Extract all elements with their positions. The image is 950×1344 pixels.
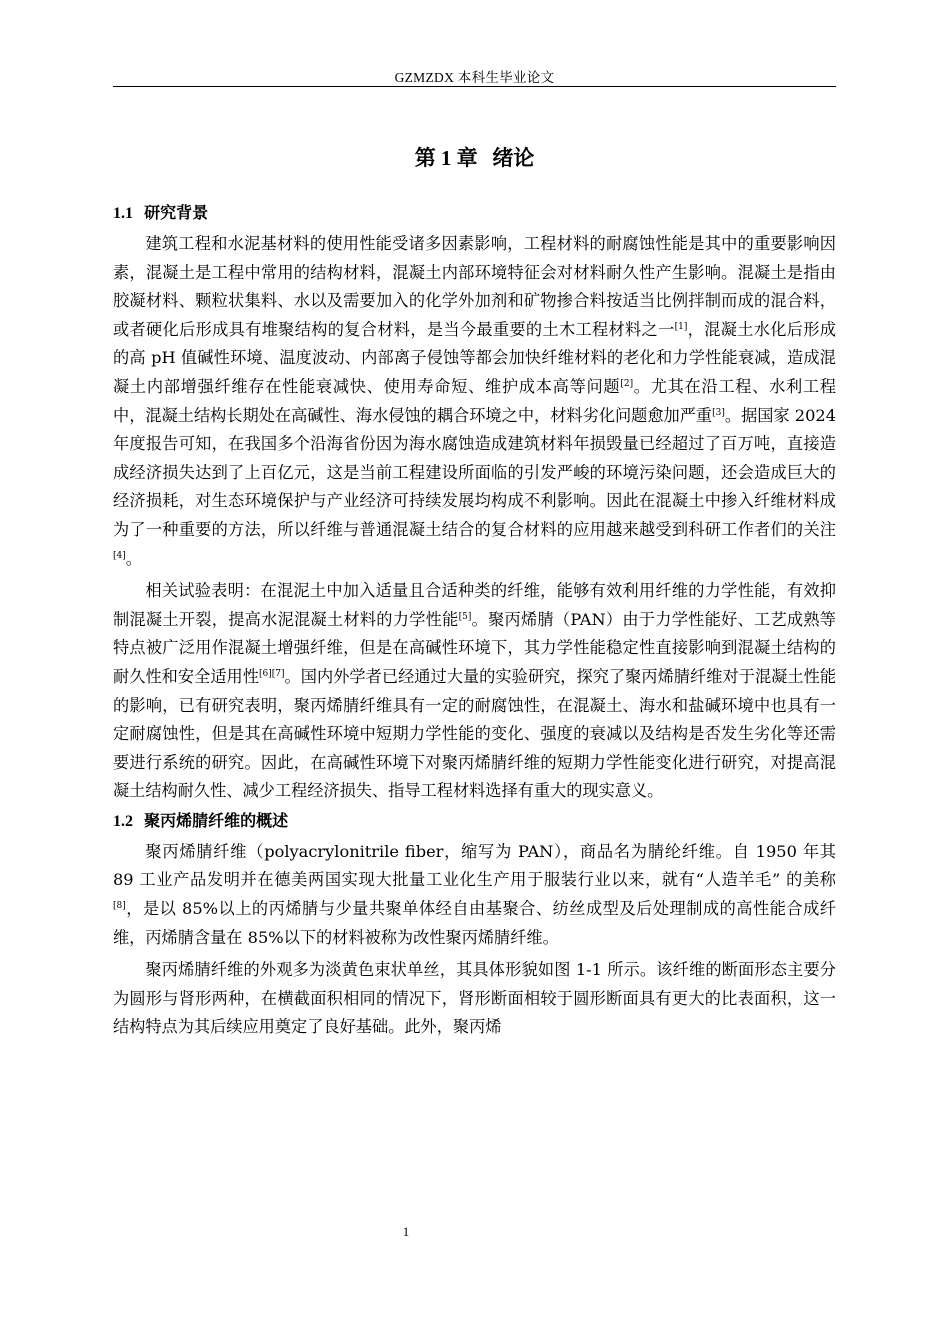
page-number: 1 <box>402 1224 410 1239</box>
section-title: 研究背景 <box>144 203 209 222</box>
section-heading-1-2 <box>113 808 836 835</box>
body-text <box>113 200 836 1042</box>
paragraph-text: 聚丙烯腈纤维（polyacrylonitrile fiber，缩写为 PAN），商品名为腈纶纤维。自 1950 年其 89 工业产品发明并在德美两国实现大批量工业化生产用于服装行业以来，就有“人造羊毛” 的美称 <box>113 841 836 890</box>
citation-ref: [4] <box>113 550 126 561</box>
citation-ref: [2] <box>620 378 634 389</box>
paragraph-text: ，混凝土水化后形成的高 pH 值碱性环境、温度波动、内部离子侵蚀等都会加快纤维材料的老化和力学性能衰减，造成混凝土内部增强纤维存在性能衰减快、使用寿命短、维护成本高等问题 <box>113 319 837 396</box>
citation-ref: [6][7] <box>259 668 285 679</box>
header-rule <box>113 86 836 87</box>
paragraph-text: 。国内外学者已经通过大量的实验研究，探究了聚丙烯腈纤维对于混凝土性能的影响，已有研究表明，聚丙烯腈纤维具有一定的耐腐蚀性，在混凝土、海水和盐碱环境中也具有一定耐腐蚀性，但是其在高碱性环境中短期力学性能的变化、强度的衰减以及结构是否发生劣化等还需要进行系统的研究。因此，在高碱性环境下对聚丙烯腈纤维的短期力学性能变化进行研究，对提高混凝土结构耐久性、减少工程经济损失、指导工程材料选择有重大的现实意义。 <box>113 666 837 801</box>
section-heading-1-1 <box>113 200 836 227</box>
citation-ref: [3] <box>712 407 725 418</box>
paragraph-text: ，是以 85%以上的丙烯腈与少量共聚单体经自由基聚合、纺丝成型及后处理制成的高性能合成纤维，丙烯腈含量在 85%以下的材料被称为改性聚丙烯腈纤维。 <box>113 899 836 947</box>
chapter-title <box>113 142 836 172</box>
paragraph-text: 建筑工程和水泥基材料的使用性能受诸多因素影响，工程材料的耐腐蚀性能是其中的重要影响因素，混凝土是工程中常用的结构材料，混凝土内部环境特征会对材料耐久性产生影响。混凝土是指由胶凝材料、颗粒状集料、水以及需要加入的化学外加剂和矿物掺合料按适当比例拌制而成的混合料，或者硬化后形成具有堆聚结构的复合材料，是当今最重要的土木工程材料之一 <box>113 234 836 339</box>
paragraph <box>113 838 836 952</box>
section-number: 1.1 <box>113 205 133 222</box>
paragraph-text: 。 <box>125 548 142 568</box>
paragraph-text: 相关试验表明：在混泥土中加入适量且合适种类的纤维，能够有效利用纤维的力学性能，有效抑制混凝土开裂，提高水泥混凝土材料的力学性能 <box>113 581 836 629</box>
chapter-number: 第 1 章 <box>414 146 478 170</box>
paragraph-text: 聚丙烯腈纤维的外观多为淡黄色束状单丝，其具体形貌如图 1-1 所示。该纤维的断面形态主要分为圆形与肾形两种，在横截面积相同的情况下，肾形断面相较于圆形断面具有更大的比表面积，这一结构特点为其后续应用奠定了良好基础。此外，聚丙烯 <box>113 960 836 1037</box>
section-number: 1.2 <box>113 812 133 830</box>
paragraph-text: 。尤其在沿工程、水利工程中，混凝土结构长期处在高碱性、海水侵蚀的耦合环境之中，材料劣化问题愈加严重 <box>113 376 837 425</box>
paragraph <box>113 956 836 1042</box>
paragraph-text: 。据国家 2024 年度报告可知，在我国多个沿海省份因为海水腐蚀造成建筑材料年损毁量已经超过了百万吨，直接造成经济损失达到了上百亿元，这是当前工程建设所面临的引发严峻的环境污染问题，还会造成巨大的经济损耗，对生态环境保护与产业经济可持续发展均构成不利影响。因此在混凝土中掺入纤维材料成为了一种重要的方法，所以纤维与普通混凝土结合的复合材料的应用越来越受到科研工作者们的关注 <box>113 405 836 539</box>
paragraph-text: 。聚丙烯腈（PAN）由于力学性能好、工艺成熟等特点被广泛用作混凝土增强纤维，但是在高碱性环境下，其力学性能稳定性直接影响到混凝土结构的耐久性和安全适用性 <box>113 609 836 686</box>
paragraph <box>113 577 836 806</box>
citation-ref: [5] <box>458 611 472 622</box>
section-title: 聚丙烯腈纤维的概述 <box>144 810 289 830</box>
running-header: GZMZDX 本科生毕业论文 <box>394 70 555 85</box>
paragraph <box>113 230 836 573</box>
citation-ref: [1] <box>674 321 688 332</box>
citation-ref: [8] <box>113 901 126 912</box>
chapter-name: 绪论 <box>492 146 535 170</box>
